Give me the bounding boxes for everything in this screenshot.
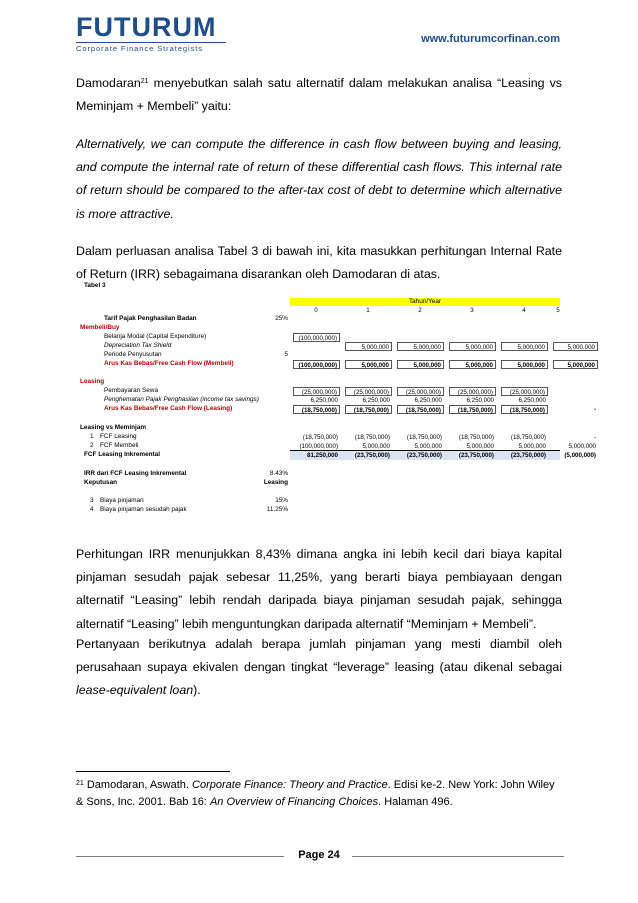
paragraph-table-intro: Dalam perluasan analisa Tabel 3 di bawah ini, kita masukkan perhitungan Internal Rate of Return (IRR) sebagaimana disarankan oleh Damodaran di atas.	[76, 244, 562, 282]
b4-num: 4	[90, 506, 94, 513]
lease-payment-label: Pembayaran Sewa	[104, 387, 158, 394]
b3-num: 3	[90, 497, 94, 504]
paragraph-next-question	[76, 633, 562, 703]
irr-value: 8.43%	[269, 470, 288, 477]
b4-value: 11.25%	[266, 506, 288, 513]
vs1-value-0: (18,750,000)	[302, 434, 338, 441]
vs3-value-3: (23,750,000)	[458, 452, 494, 459]
footnote-book-title: Corporate Finance: Theory and Practice	[192, 779, 388, 791]
dep-shield-label: Depreciation Tax Shield	[104, 342, 172, 349]
footnote-text-c: . Halaman 496.	[378, 796, 453, 808]
footnote-text-b: . Edisi ke-2. New York: John Wiley & Sons, Inc. 2001. Bab 16:	[76, 779, 555, 808]
year-0: 0	[314, 307, 318, 314]
lease-payment-value-0: (25,000,000)	[293, 387, 340, 396]
vs1-value-4: (18,750,000)	[510, 434, 546, 441]
capex-value-2	[397, 333, 444, 342]
capex-label: Belanja Modal (Capital Expenditure)	[104, 333, 207, 340]
section-leasing: Leasing	[80, 378, 105, 385]
dep-shield-value-1: 5,000,000	[345, 342, 392, 351]
lease-payment-value-4: (25,000,000)	[501, 387, 548, 396]
dep-shield-value-2: 5,000,000	[397, 342, 444, 351]
fcf-buy-value-1: 5,000,000	[345, 360, 392, 369]
fcf-buy-value-3: 5,000,000	[449, 360, 496, 369]
capex-value-4	[501, 333, 548, 342]
vs2-value-0: (100,000,000)	[299, 443, 338, 450]
vs3-label: FCF Leasing Inkremental	[84, 451, 160, 458]
vs2-num: 2	[90, 442, 94, 449]
fcf-buy-value-0: (100,000,000)	[293, 360, 340, 369]
footnote-separator	[76, 771, 230, 772]
footnote-number: 21	[76, 780, 84, 787]
lease-tax-savings-value-5	[553, 396, 598, 405]
vs3-value-2: (23,750,000)	[406, 452, 442, 459]
dep-shield-value-3: 5,000,000	[449, 342, 496, 351]
footnote	[76, 777, 564, 811]
fcf-buy-label: Arus Kas Bebas/Free Cash Flow (Membeli)	[104, 360, 234, 367]
lease-payment-value-2: (25,000,000)	[397, 387, 444, 396]
lease-tax-savings-value-3: 6,250,000	[466, 397, 494, 404]
vs3-value-5: (5,000,000)	[564, 452, 596, 459]
table-caption: Tabel 3	[84, 282, 106, 289]
lease-tax-savings-value-1: 6,250,000	[362, 397, 390, 404]
lease-tax-savings-label: Penghematan Pajak Penghasilan (income tax savings)	[104, 396, 259, 403]
vs2-value-5: 5,000,000	[568, 443, 596, 450]
dep-shield-value-4: 5,000,000	[501, 342, 548, 351]
b4-label: Biaya pinjaman sesudah pajak	[100, 506, 187, 513]
vs3-value-4: (23,750,000)	[510, 452, 546, 459]
fcf-lease-value-5: -	[593, 406, 596, 413]
dep-period-label: Periode Penyusutan	[104, 351, 162, 358]
question-text-end: ).	[193, 683, 201, 698]
vs1-value-5: -	[593, 434, 596, 441]
year-2: 2	[418, 307, 422, 314]
decision-label: Keputusan	[84, 479, 118, 486]
fcf-lease-value-3: (18,750,000)	[449, 405, 496, 414]
b3-value: 15%	[275, 497, 288, 504]
lease-payment-value-3: (25,000,000)	[449, 387, 496, 396]
irr-label: IRR dari FCF Leasing Inkremental	[84, 470, 187, 477]
dep-shield-value-5: 5,000,000	[553, 342, 598, 351]
vs1-value-1: (18,750,000)	[354, 434, 390, 441]
fcf-lease-label: Arus Kas Bebas/Free Cash Flow (Leasing)	[104, 405, 233, 412]
fcf-lease-value-1: (18,750,000)	[345, 405, 392, 414]
dep-shield-value-0	[293, 342, 340, 351]
year-header: Tahun/Year	[408, 298, 442, 305]
section-lease-vs-borrow: Leasing vs Meminjam	[80, 424, 147, 431]
intro-text-start: Damodaran	[76, 76, 141, 90]
footnote-ref[interactable]: 21	[140, 78, 149, 85]
capex-value-5	[553, 333, 598, 342]
fcf-lease-value-4: (18,750,000)	[501, 405, 548, 414]
question-text-start: Pertanyaan berikutnya adalah berapa jumlah pinjaman yang mesti diambil oleh perusahaan supaya ekivalen dengan tingkat “leverage” leasing (atau dikenal sebagai	[76, 637, 562, 675]
vs2-value-4: 5,000,000	[518, 443, 546, 450]
section-buy: Membeli/Buy	[80, 324, 120, 331]
fcf-buy-value-2: 5,000,000	[397, 360, 444, 369]
vs2-value-3: 5,000,000	[466, 443, 494, 450]
vs2-label: FCF Membeli	[100, 442, 139, 449]
page-number: Page 24	[298, 849, 340, 861]
b3-label: Biaya pinjaman	[100, 497, 144, 504]
vs1-label: FCF Leasing	[100, 433, 137, 440]
decision-value: Leasing	[263, 479, 288, 486]
capex-value-3	[449, 333, 496, 342]
vs3-value-0: 81,250,000	[307, 452, 338, 459]
vs2-value-1: 5,000,000	[362, 443, 390, 450]
lease-tax-savings-value-2: 6,250,000	[414, 397, 442, 404]
fcf-buy-value-5: 5,000,000	[553, 360, 598, 369]
year-5: 5	[556, 307, 560, 314]
vs2-value-2: 5,000,000	[414, 443, 442, 450]
lease-payment-value-1: (25,000,000)	[345, 387, 392, 396]
vs1-value-3: (18,750,000)	[458, 434, 494, 441]
fcf-buy-value-4: 5,000,000	[501, 360, 548, 369]
capex-value-1	[345, 333, 392, 342]
vs1-value-2: (18,750,000)	[406, 434, 442, 441]
year-1: 1	[366, 307, 370, 314]
website-link[interactable]: www.futurumcorfinan.com	[421, 33, 560, 45]
year-4: 4	[522, 307, 526, 314]
footnote-text-a: Damodaran, Aswath.	[83, 779, 193, 791]
question-text-term: lease-equivalent loan	[76, 683, 194, 698]
logo-tagline: Corporate Finance Strategists	[76, 42, 226, 53]
year-3: 3	[470, 307, 474, 314]
lease-tax-savings-value-4: 6,250,000	[518, 397, 546, 404]
dep-period-value: 5	[284, 351, 288, 358]
footnote-chapter-title: An Overview of Financing Choices	[209, 796, 379, 808]
lease-payment-value-5	[553, 387, 598, 396]
logo-wordmark: FUTURUM	[76, 12, 217, 42]
paragraph-irr-result: Perhitungan IRR menunjukkan 8,43% dimana angka ini lebih kecil dari biaya kapital pinjaman sesudah pajak sebesar 11,25%, yang berarti biaya pembiayaan dengan alternatif “Leasing” lebih rendah daripada biaya pinjaman sesudah pajak, sehingga alternatif “Leasing” lebih menguntungkan daripada alternatif “Meminjam + Membeli”.	[76, 547, 562, 631]
tax-rate-label: Tarif Pajak Penghasilan Badan	[104, 315, 197, 322]
intro-text-end: menyebutkan salah satu alternatif dalam melakukan analisa “Leasing vs Meminjam + Membeli” yaitu:	[76, 76, 562, 114]
tax-rate-value: 25%	[275, 315, 288, 322]
vs3-value-1: (23,750,000)	[354, 452, 390, 459]
capex-value-0: (100,000,000)	[293, 333, 340, 342]
quote-text: Alternatively, we can compute the difference in cash flow between buying and leasing, and compute the internal rate of return of these differential cash flows. This internal rate of return should be compared to the after-tax cost of debt to determine which alternative is more attractive.	[76, 137, 562, 221]
vs1-num: 1	[90, 433, 94, 440]
fcf-lease-value-2: (18,750,000)	[397, 405, 444, 414]
fcf-lease-value-0: (18,750,000)	[293, 405, 340, 414]
lease-tax-savings-value-0: 6,250,000	[310, 397, 338, 404]
